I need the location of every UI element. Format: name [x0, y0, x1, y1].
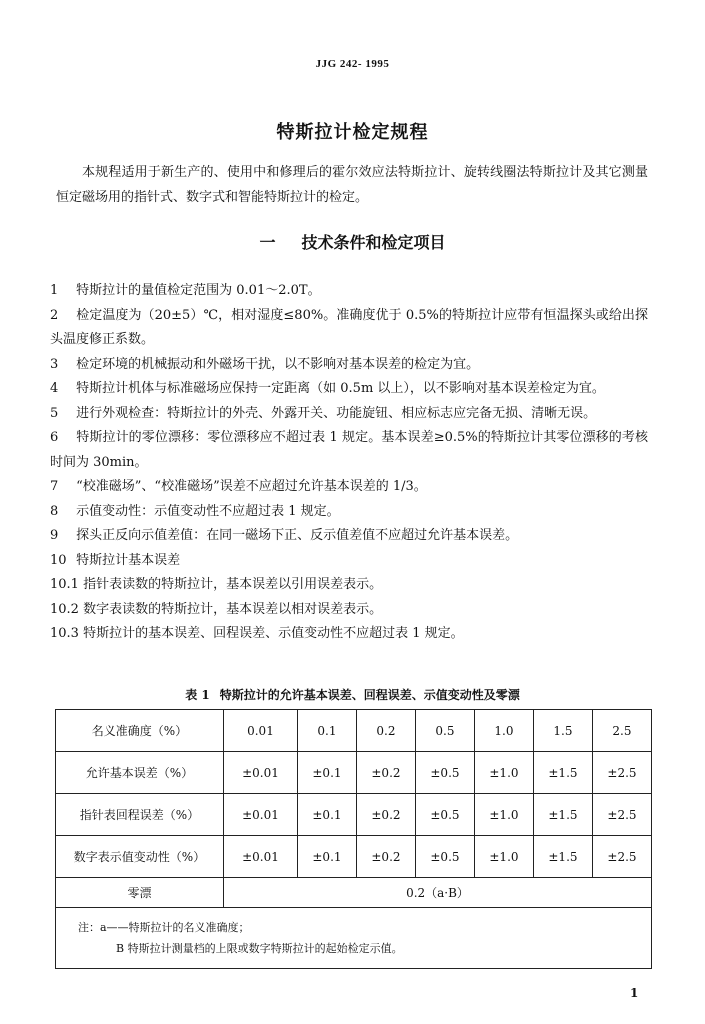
row-header: 数字表示值变动性（%）: [56, 836, 224, 878]
row-header: 名义准确度（%）: [56, 710, 224, 752]
table-cell: ±1.0: [474, 836, 533, 878]
item-text: “校准磁场”、“校准磁场”误差不应超过允许基本误差的 1/3。: [76, 479, 427, 494]
table-note: 注：a——特斯拉计的名义准确度；: [78, 921, 250, 934]
item-number: 10.3: [50, 626, 79, 641]
requirement-list: [50, 279, 648, 647]
table-row: [56, 794, 652, 836]
item-text: 特斯拉计机体与标准磁场应保持一定距离（如 0.5m 以上），以不影响对基本误差检定为宜。: [76, 381, 605, 396]
list-item: [50, 598, 648, 623]
item-text: 检定环境的机械振动和外磁场干扰，以不影响对基本误差的检定为宜。: [76, 356, 480, 372]
item-text: 特斯拉计的量值检定范围为 0.01～2.0T。: [76, 283, 321, 298]
item-text: 特斯拉计的基本误差、回程误差、示值变动性不应超过表 1 规定。: [83, 626, 464, 641]
table-cell: 1.5: [533, 710, 592, 752]
item-number: 10.2: [50, 601, 79, 617]
table-cell: ±0.1: [297, 752, 356, 794]
item-text: 进行外观检查：特斯拉计的外壳、外露开关、功能旋钮、相应标志应完备无损、清晰无误。: [76, 405, 597, 421]
item-number: 4: [50, 381, 59, 396]
list-item: [50, 426, 648, 475]
item-number: 2: [50, 307, 59, 323]
table-cell: ±0.1: [297, 836, 356, 878]
row-header: 指针表回程误差（%）: [56, 794, 224, 836]
table-cell: ±0.01: [224, 752, 298, 794]
table-cell: ±0.2: [356, 794, 415, 836]
table-cell: 0.1: [297, 710, 356, 752]
table-cell: ±2.5: [592, 794, 651, 836]
table-cell: ±0.5: [415, 836, 474, 878]
item-number: 9: [50, 528, 59, 543]
item-text: 特斯拉计的零位漂移：零位漂移应不超过表 1 规定。基本误差≥0.5%的特斯拉计其零位漂移的考核时间为 30min。: [50, 430, 648, 470]
list-item: [50, 524, 648, 549]
table-caption-text: 特斯拉计的允许基本误差、回程误差、示值变动性及零漂: [219, 688, 520, 702]
table-cell: ±0.01: [224, 794, 298, 836]
table-cell: ±0.2: [356, 836, 415, 878]
list-item: [50, 500, 648, 525]
table-cell: ±1.5: [533, 794, 592, 836]
table-cell: ±0.2: [356, 752, 415, 794]
item-number: 10: [50, 552, 67, 568]
standard-code: JJG 242- 1995: [315, 58, 390, 70]
table-cell: ±2.5: [592, 836, 651, 878]
item-text: 示值变动性：示值变动性不应超过表 1 规定。: [76, 503, 340, 519]
intro-paragraph: 本规程适用于新生产的、使用中和修理后的霍尔效应法特斯拉计、旋转线圈法特斯拉计及其它测量恒定磁场用的指针式、数字式和智能特斯拉计的检定。: [56, 165, 648, 205]
item-number: 10.1: [50, 577, 79, 592]
section-heading: [0, 230, 705, 253]
item-text: 检定温度为（20±5）℃，相对湿度≤80%。准确度优于 0.5%的特斯拉计应带有恒温探头或给出探头温度修正系数。: [50, 307, 648, 347]
list-item: [50, 279, 648, 304]
table-row: [56, 710, 652, 752]
page-number: 1: [630, 986, 639, 1000]
item-text: 指针表读数的特斯拉计，基本误差以引用误差表示。: [83, 577, 383, 592]
table-cell: 1.0: [474, 710, 533, 752]
list-item: [50, 475, 648, 500]
table-cell: ±2.5: [592, 752, 651, 794]
drift-value: 0.2（a·B）: [224, 878, 652, 908]
table-cell: 2.5: [592, 710, 651, 752]
table-cell: 0.01: [224, 710, 298, 752]
item-number: 6: [50, 430, 59, 445]
table-number: 表 1: [185, 688, 210, 702]
table-cell: ±1.0: [474, 752, 533, 794]
row-header: 允许基本误差（%）: [56, 752, 224, 794]
table-cell: 0.5: [415, 710, 474, 752]
item-number: 5: [50, 405, 59, 421]
list-item: [50, 573, 648, 598]
item-number: 3: [50, 356, 59, 372]
list-item: [50, 402, 648, 427]
table-cell: ±0.1: [297, 794, 356, 836]
row-header: 零漂: [56, 878, 224, 908]
page-title: 特斯拉计检定规程: [276, 122, 429, 143]
table-row: [56, 878, 652, 908]
section-title: 技术条件和检定项目: [301, 233, 446, 252]
table-cell: ±0.01: [224, 836, 298, 878]
table-notes: [56, 908, 652, 969]
table-cell: 0.2: [356, 710, 415, 752]
list-item: [50, 622, 648, 647]
table-row: [56, 836, 652, 878]
table-row: [56, 752, 652, 794]
table-note: B 特斯拉计测量档的上限或数字特斯拉计的起始检定示值。: [116, 942, 403, 955]
list-item: [50, 549, 648, 574]
item-text: 特斯拉计基本误差: [76, 552, 181, 568]
table-cell: ±1.5: [533, 836, 592, 878]
item-text: 数字表读数的特斯拉计，基本误差以相对误差表示。: [83, 601, 383, 617]
table-cell: ±0.5: [415, 752, 474, 794]
item-number: 1: [50, 283, 59, 298]
list-item: [50, 377, 648, 402]
item-number: 7: [50, 479, 59, 494]
item-number: 8: [50, 503, 59, 519]
table-caption: [0, 686, 705, 703]
tolerance-table: [55, 709, 652, 969]
table-notes-row: [56, 908, 652, 969]
section-number: 一: [259, 233, 276, 252]
list-item: [50, 353, 648, 378]
item-text: 探头正反向示值差值：在同一磁场下正、反示值差值不应超过允许基本误差。: [76, 528, 519, 543]
table-cell: ±0.5: [415, 794, 474, 836]
list-item: [50, 304, 648, 353]
table-cell: ±1.0: [474, 794, 533, 836]
table-cell: ±1.5: [533, 752, 592, 794]
